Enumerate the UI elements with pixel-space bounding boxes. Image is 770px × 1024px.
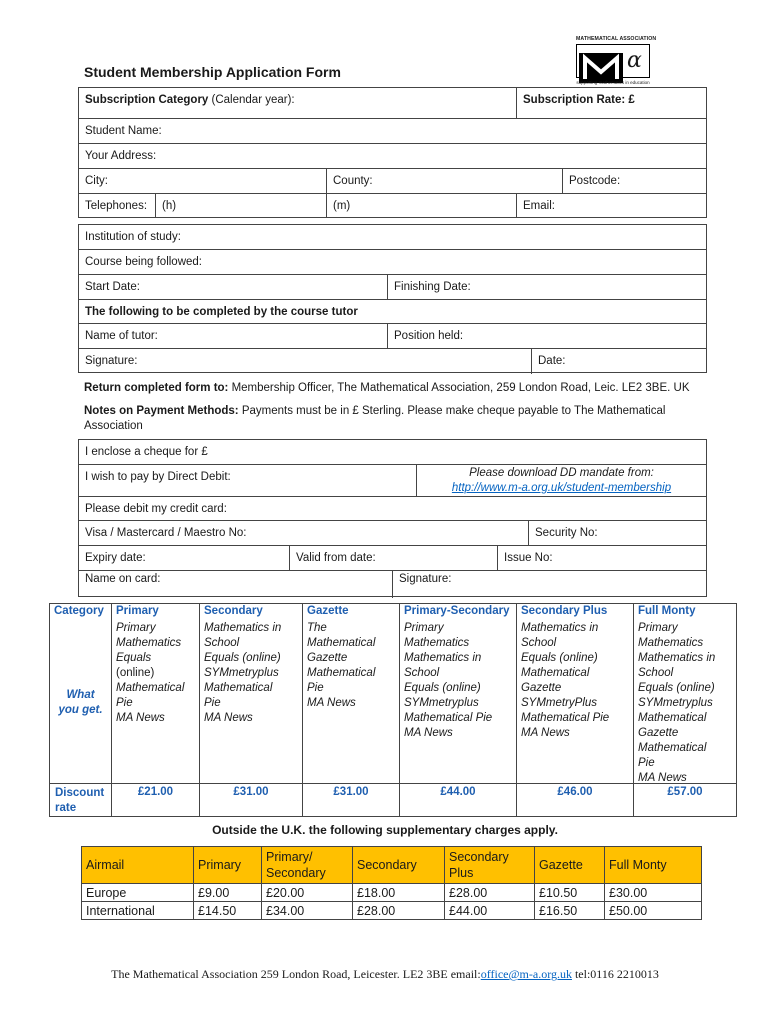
student-name-row	[79, 119, 706, 144]
footer	[0, 967, 770, 982]
logo-alpha-icon: α	[627, 48, 642, 73]
category-item: Mathematics in	[638, 652, 716, 664]
discount-rate-label	[55, 786, 104, 816]
tutor-heading-row	[79, 300, 706, 324]
membership-category-table	[49, 603, 737, 817]
expiry-date-field[interactable]: Expiry date:	[85, 552, 146, 564]
telephones-label: Telephones:	[85, 200, 148, 212]
credit-card-row	[79, 497, 706, 521]
subscription-row	[79, 88, 706, 119]
payment-notes-text: Payments must be in £ Sterling. Please make cheque payable to The Mathematical Association	[84, 405, 666, 432]
category-column-primary	[111, 604, 199, 816]
what-you-get-line1: What	[66, 689, 95, 701]
table-cell: £28.00	[445, 884, 535, 902]
category-price: £46.00	[557, 786, 593, 798]
category-price: £21.00	[137, 786, 174, 798]
category-item: (online)	[116, 667, 155, 679]
table-cell: International	[82, 902, 194, 920]
discount-rate-line1: Discount	[55, 787, 105, 799]
category-item: SYMmetryPlus	[521, 697, 598, 709]
mathematical-association-logo	[576, 36, 657, 88]
table-row	[82, 884, 702, 902]
category-item: Equals (online)	[404, 682, 481, 694]
logo-tagline: supporting mathematics in education	[576, 80, 650, 85]
card-number-field[interactable]: Visa / Mastercard / Maestro No:	[85, 527, 247, 539]
category-item: Equals (online)	[204, 652, 281, 664]
category-item: School	[521, 637, 557, 649]
tutor-signature-field[interactable]: Signature:	[85, 355, 138, 367]
table-cell: £10.50	[535, 884, 605, 902]
dd-download-text: Please download DD mandate from:	[469, 467, 654, 479]
address-row	[79, 144, 706, 169]
return-address-note	[84, 381, 704, 396]
category-item: MA News	[204, 712, 253, 724]
table-cell: £30.00	[605, 884, 702, 902]
dates-row	[79, 275, 706, 300]
payment-notes	[84, 404, 694, 434]
direct-debit-option[interactable]: I wish to pay by Direct Debit:	[85, 471, 231, 483]
student-name-field[interactable]: Student Name:	[85, 125, 162, 137]
supplementary-charges-heading: Outside the U.K. the following supplementary charges apply.	[212, 823, 558, 837]
category-item: Mathematical Pie	[404, 712, 493, 724]
category-item: Mathematical	[521, 667, 590, 679]
subscription-rate-field[interactable]: Subscription Rate: £	[516, 88, 706, 118]
what-you-get-line2: you get.	[58, 704, 103, 716]
table-header-cell: Primary/ Secondary	[262, 847, 353, 884]
form-title: Student Membership Application Form	[84, 64, 341, 80]
logo-m-mark	[579, 53, 623, 83]
category-column-primary-secondary	[399, 604, 516, 816]
email-field[interactable]: Email:	[516, 194, 706, 218]
address-field[interactable]: Your Address:	[85, 150, 157, 162]
category-column-secondary-plus	[516, 604, 633, 816]
table-header-cell: Full Monty	[605, 847, 702, 884]
category-price: £31.00	[233, 786, 269, 798]
category-header: Category	[54, 605, 104, 617]
tutor-date-field[interactable]: Date:	[531, 349, 706, 374]
what-you-get-label	[50, 688, 111, 718]
institution-field[interactable]: Institution of study:	[85, 231, 181, 243]
category-item: The	[307, 622, 327, 634]
category-item: MA News	[307, 697, 356, 709]
return-label: Return completed form to:	[84, 382, 229, 394]
tutor-section-heading: The following to be completed by the course tutor	[85, 306, 358, 318]
category-items	[116, 621, 197, 726]
table-cell: £28.00	[353, 902, 445, 920]
payment-box	[78, 439, 707, 597]
category-item: Mathematical	[307, 667, 376, 679]
footer-address: The Mathematical Association 259 London Road, Leicester. LE2 3BE email:	[111, 967, 481, 981]
category-items	[204, 621, 300, 726]
category-column-secondary	[199, 604, 302, 816]
category-name: Primary-Secondary	[404, 605, 510, 617]
course-row	[79, 250, 706, 275]
table-cell: £20.00	[262, 884, 353, 902]
category-item: Mathematical	[638, 742, 707, 754]
table-cell: £14.50	[194, 902, 262, 920]
table-header-row	[82, 847, 702, 884]
category-price: £31.00	[333, 786, 369, 798]
valid-from-field[interactable]: Valid from date:	[289, 546, 497, 570]
category-price: £57.00	[667, 786, 703, 798]
category-item: SYMmetryplus	[638, 697, 713, 709]
city-row	[79, 169, 706, 194]
table-cell: £34.00	[262, 902, 353, 920]
category-item: Mathematics in	[404, 652, 482, 664]
category-item: Mathematical	[638, 712, 707, 724]
dd-mandate-link[interactable]: http://www.m-a.org.uk/student-membership	[451, 482, 672, 494]
footer-email-link[interactable]: office@m-a.org.uk	[480, 967, 572, 981]
category-item: MA News	[116, 712, 165, 724]
category-item: SYMmetryplus	[404, 697, 479, 709]
issue-number-field[interactable]: Issue No:	[497, 546, 706, 570]
table-cell: £9.00	[194, 884, 262, 902]
category-item: Pie	[307, 682, 324, 694]
category-name: Gazette	[307, 605, 349, 617]
table-row	[82, 902, 702, 920]
category-item: Equals (online)	[638, 682, 715, 694]
home-phone-field[interactable]: (h)	[155, 194, 326, 218]
table-cell: £50.00	[605, 902, 702, 920]
personal-details-box	[78, 87, 707, 218]
cheque-amount-field[interactable]: I enclose a cheque for £	[85, 446, 208, 458]
category-item: School	[204, 637, 240, 649]
card-dates-row	[79, 546, 706, 571]
category-items	[521, 621, 631, 741]
category-price: £44.00	[440, 786, 476, 798]
table-cell: £18.00	[353, 884, 445, 902]
table-cell: £16.50	[535, 902, 605, 920]
table-header-cell: Gazette	[535, 847, 605, 884]
position-held-field[interactable]: Position held:	[387, 324, 706, 348]
county-field[interactable]: County:	[326, 169, 562, 193]
category-item: Mathematics	[638, 637, 704, 649]
category-item: Mathematical	[204, 682, 273, 694]
category-item: SYMmetryplus	[204, 667, 279, 679]
category-items	[638, 621, 734, 786]
category-item: Primary	[638, 622, 678, 634]
category-column-gazette	[302, 604, 399, 816]
start-date-field[interactable]: Start Date:	[85, 281, 140, 293]
category-label-column	[50, 604, 111, 816]
category-item: Gazette	[638, 727, 679, 739]
discount-rate-line2: rate	[55, 802, 77, 814]
mobile-phone-field[interactable]: (m)	[326, 194, 516, 218]
category-item: Primary	[404, 622, 444, 634]
footer-telephone: tel:0116 2210013	[571, 967, 659, 981]
category-item: Equals	[116, 652, 152, 664]
logo-box	[576, 44, 650, 78]
category-item: Pie	[116, 697, 133, 709]
category-item: Mathematical	[116, 682, 185, 694]
category-item: MA News	[404, 727, 453, 739]
course-field[interactable]: Course being followed:	[85, 256, 202, 268]
dd-mandate-info	[416, 465, 706, 496]
name-on-card-row	[79, 571, 706, 598]
payment-notes-label: Notes on Payment Methods:	[84, 405, 239, 417]
subscription-category-field[interactable]	[79, 88, 516, 118]
table-cell: £44.00	[445, 902, 535, 920]
category-name: Secondary	[204, 605, 263, 617]
category-item: Mathematics in	[204, 622, 282, 634]
direct-debit-row	[79, 465, 706, 497]
category-item: School	[638, 667, 674, 679]
card-signature-field[interactable]: Signature:	[392, 571, 706, 598]
telephones-row	[79, 194, 706, 218]
postcode-field[interactable]: Postcode:	[562, 169, 706, 193]
card-number-row	[79, 521, 706, 546]
city-field[interactable]: City:	[85, 175, 108, 187]
category-name: Full Monty	[638, 605, 696, 617]
table-header-cell: Secondary Plus	[445, 847, 535, 884]
table-cell: Europe	[82, 884, 194, 902]
institution-row	[79, 225, 706, 250]
category-item: MA News	[638, 772, 687, 784]
subscription-category-label: Subscription Category	[85, 94, 209, 106]
course-details-box	[78, 224, 707, 373]
category-item: Mathematical Pie	[521, 712, 610, 724]
table-header-cell: Primary	[194, 847, 262, 884]
cheque-row	[79, 440, 706, 465]
category-item: Gazette	[307, 652, 348, 664]
discount-divider	[50, 783, 736, 784]
logo-m-icon	[579, 53, 623, 83]
category-items	[404, 621, 514, 741]
logo-association-name: MATHEMATICAL ASSOCIATION	[576, 36, 657, 42]
category-item: School	[404, 667, 440, 679]
category-item: Gazette	[521, 682, 562, 694]
finishing-date-field[interactable]: Finishing Date:	[387, 275, 706, 299]
category-column-full-monty	[633, 604, 736, 816]
category-name: Primary	[116, 605, 159, 617]
category-item: Pie	[204, 697, 221, 709]
tutor-signature-row	[79, 349, 706, 374]
table-header-cell: Airmail	[82, 847, 194, 884]
security-number-field[interactable]: Security No:	[528, 521, 706, 545]
return-text: Membership Officer, The Mathematical Association, 259 London Road, Leic. LE2 3BE. UK	[228, 382, 690, 394]
category-item: MA News	[521, 727, 570, 739]
tutor-name-field[interactable]: Name of tutor:	[85, 330, 158, 342]
category-item: Mathematics in	[521, 622, 599, 634]
table-header-cell: Secondary	[353, 847, 445, 884]
subscription-category-suffix: (Calendar year):	[208, 94, 295, 106]
category-item: Mathematical	[307, 637, 376, 649]
name-on-card-field[interactable]: Name on card:	[85, 573, 161, 585]
category-item: Equals (online)	[521, 652, 598, 664]
category-item: Mathematics	[116, 637, 182, 649]
category-item: Pie	[638, 757, 655, 769]
tutor-row	[79, 324, 706, 349]
category-name: Secondary Plus	[521, 605, 608, 617]
category-item: Mathematics	[404, 637, 470, 649]
supplementary-charges-table	[81, 846, 702, 920]
credit-card-option[interactable]: Please debit my credit card:	[85, 503, 227, 515]
category-item: Primary	[116, 622, 156, 634]
category-items	[307, 621, 397, 711]
